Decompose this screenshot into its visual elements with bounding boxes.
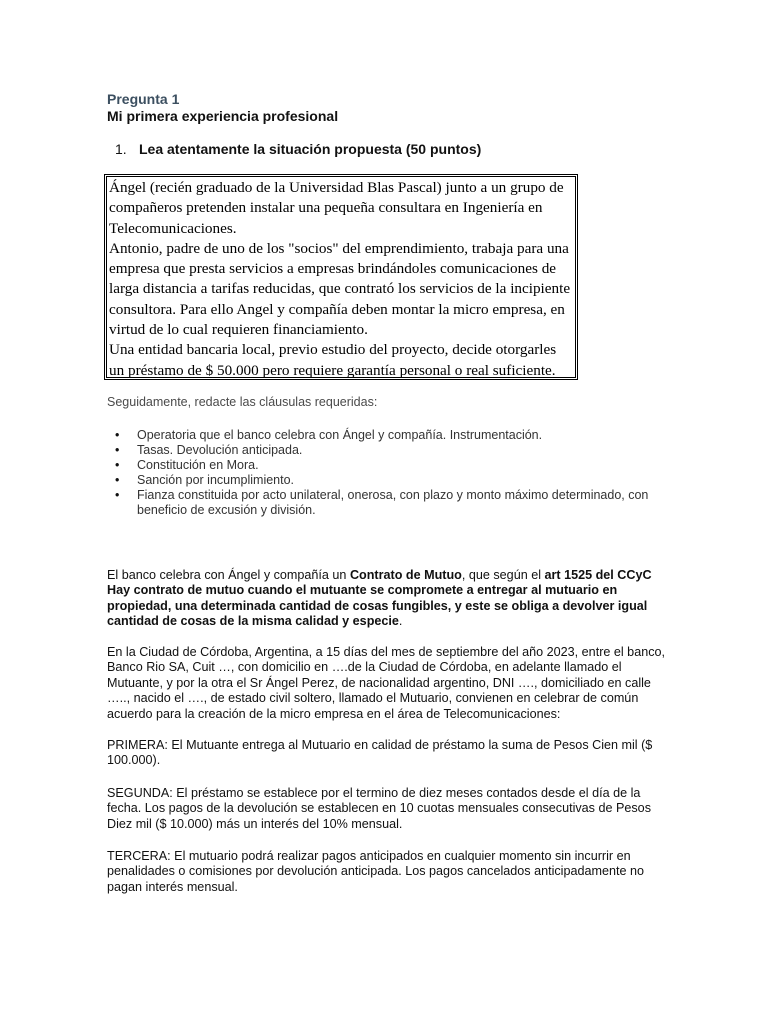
answer-paragraph-parties: En la Ciudad de Córdoba, Argentina, a 15 días del mes de septiembre del año 2023, entre el banco, Banco Rio SA, Cuit …, con domicilio en ….de la Ciudad de Córdoba, en adelante llamado el Mutuante, y por la otra el Sr Ángel Perez, de nacionalidad argentino, DNI …., domiciliado en calle ….., nacido el …., de estado civil soltero, llamado el Mutuario, convienen en celebrar de común acuerdo para la creación de la micro empresa en el área de Telecomunicaciones: xyxy=(107,645,665,721)
question-title: Pregunta 1 xyxy=(107,91,180,107)
answer-text: El banco celebra con Ángel y compañía un xyxy=(107,568,350,582)
instructions-intro: Seguidamente, redacte las cláusulas requeridas: xyxy=(107,395,378,409)
case-paragraph: Antonio, padre de uno de los "socios" del emprendimiento, trabaja para una empresa que presta servicios a empresas brindándoles comunicaciones de larga distancia a tarifas reducidas, que contrató los servicios de la incipiente consultora. Para ello Angel y compañía deben montar la micro empresa, en virtud de lo cual requieren financiamiento. xyxy=(109,239,571,339)
contract-type: Contrato de Mutuo xyxy=(349,568,462,582)
case-paragraph: Ángel (recién graduado de la Universidad Blas Pascal) junto a un grupo de compañeros pretenden instalar una pequeña consultara en Ingeniería en Telecomunicaciones. xyxy=(109,179,564,237)
clause-tercera: TERCERA: El mutuario podrá realizar pagos anticipados en cualquier momento sin incurrir en penalidades o comisiones por devolución anticipada. Los pagos cancelados anticipadamente no pagan interés mensual. xyxy=(107,849,644,894)
task-text: Lea atentamente la situación propuesta (50 puntos) xyxy=(139,141,482,157)
answer-paragraph-intro xyxy=(107,568,667,630)
task-item xyxy=(115,141,481,157)
case-paragraph: Una entidad bancaria local, previo estudio del proyecto, decide otorgarles un préstamo de $ 50.000 pero requiere garantía personal o real suficiente. xyxy=(109,341,557,379)
list-item: • Sanción por incumplimiento. xyxy=(107,473,667,488)
legal-article-definition: art 1525 del CCyC Hay contrato de mutuo cuando el mutuante se compromete a entregar al mutuario en propiedad, una determinada cantidad de cosas fungibles, y este se obliga a devolver igual cantidad de cosas de la misma calidad y especie xyxy=(107,568,652,629)
list-item: • Constitución en Mora. xyxy=(107,458,667,473)
clause-primera: PRIMERA: El Mutuante entrega al Mutuario en calidad de préstamo la suma de Pesos Cien mil ($ 100.000). xyxy=(107,738,653,768)
task-number: 1. xyxy=(115,141,127,157)
clause-segunda: SEGUNDA: El préstamo se establece por el termino de diez meses contados desde el día de la fecha. Los pagos de la devolución se establecen en 10 cuotas mensuales consecutivas de Pesos Diez mil ($ 10.000) más un interés del 10% mensual. xyxy=(107,786,651,831)
question-subtitle: Mi primera experiencia profesional xyxy=(107,108,339,124)
list-item: • Operatoria que el banco celebra con Ángel y compañía. Instrumentación. xyxy=(107,428,667,443)
list-item: • Tasas. Devolución anticipada. xyxy=(107,443,667,458)
list-item: • Fianza constituida por acto unilateral, onerosa, con plazo y monto máximo determinado, con beneficio de excusión y división. xyxy=(107,488,667,518)
answer-text: , que según el xyxy=(461,568,545,582)
answer-text: . xyxy=(398,614,403,629)
case-scenario-box xyxy=(106,176,576,378)
instructions-list xyxy=(107,428,667,518)
